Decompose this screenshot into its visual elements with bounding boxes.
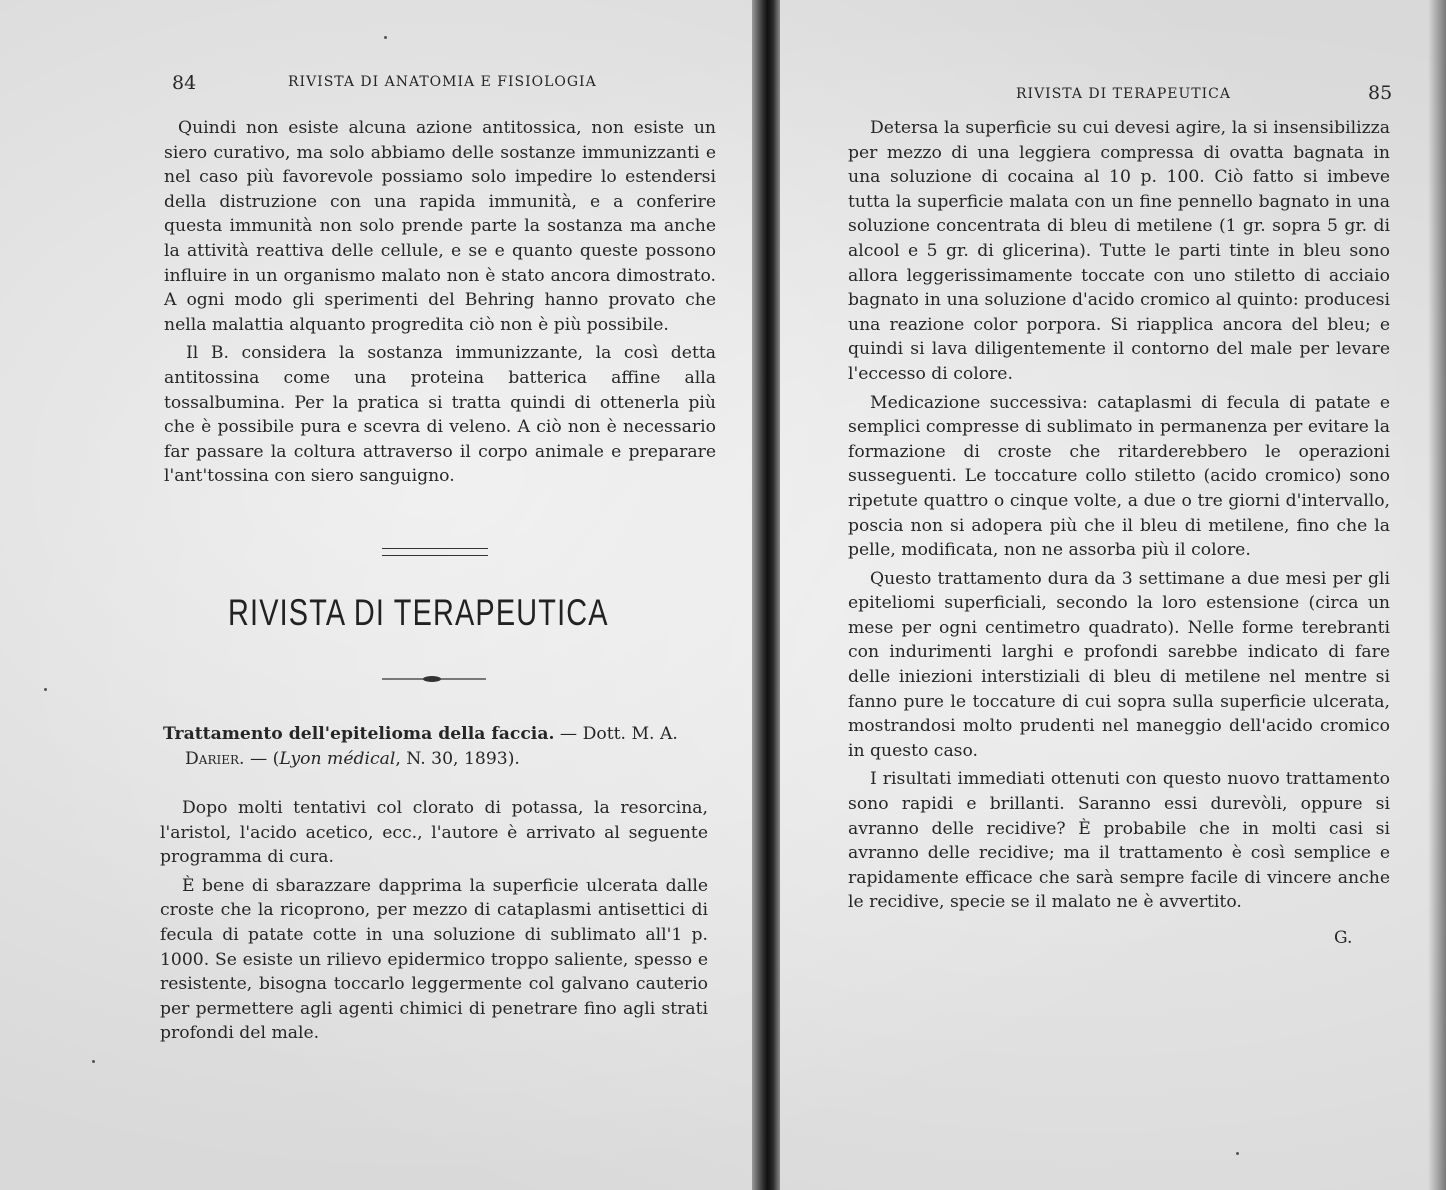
left-paragraph-2: Il B. considera la sostanza immunizzante, la così detta antitossina come una proteina batterica affine alla tossalbumina. Per la pratica si tratta quindi di ottenerla più che è possibile pura e scevra di veleno. A ciò non è necessario far passare la coltura attraverso il corpo animale e preparare l'ant'tossina con siero sanguigno. bbox=[164, 343, 716, 487]
right-paragraph-4: I risultati immediati ottenuti con questo nuovo trattamento sono rapidi e brillanti. Saranno essi durevòli, oppure si avranno delle recidive? È probabile che in molti casi si avranno delle recidive; ma il trattamento è così semplice e rapidamente efficace che sarà sempre facile di vincere anche le recidive, specie se il malato ne è avvertito. bbox=[848, 769, 1390, 913]
left-running-head: RIVISTA DI ANATOMIA E FISIOLOGIA bbox=[288, 74, 597, 90]
book-gutter bbox=[752, 0, 780, 1190]
right-running-head: RIVISTA DI TERAPEUTICA bbox=[1016, 86, 1231, 102]
right-paragraph-3: Questo trattamento dura da 3 settimane a due mesi per gli epiteliomi superficiali, secondo la loro estensione (circa un mese per ogni centimetro quadrato). Nelle forme terebranti con indurimenti larghi e profondi sarebbe indicato di fare delle iniezioni interstiziali di bleu di metilene nel mentre si fanno pure le toccature di cui sopra sulla superficie ulcerata, mostrandosi molto prudenti nel maneggio dell'acido cromico in questo caso. bbox=[848, 568, 1390, 761]
left-top-text bbox=[164, 116, 716, 489]
left-page-number: 84 bbox=[172, 72, 197, 94]
ornament-rule bbox=[382, 675, 486, 683]
right-page bbox=[780, 0, 1428, 1190]
article-title-text: Trattamento dell'epitelioma della faccia. bbox=[163, 724, 555, 744]
paper-speck bbox=[44, 688, 47, 691]
left-paragraph-1: Quindi non esiste alcuna azione antitossica, non esiste un siero curativo, ma solo abbiamo delle sostanze immunizzanti e nel caso più favorevole possiamo solo impedire lo estendersi della distruzione con una rapida immunità, e a conferire questa immunità non solo prende parte la sostanza ma anche la attività reattiva delle cellule, e se e quanto queste possono influire in un organismo malato non è stato ancora dimostrato. A ogni modo gli sperimenti del Behring hanno provato che nella malattia alquanto progredita ciò non è più possibile. bbox=[164, 118, 716, 335]
paper-speck bbox=[384, 36, 387, 39]
paper-speck bbox=[92, 1060, 95, 1063]
signature: G. bbox=[1334, 928, 1353, 948]
article-journal: Lyon médical bbox=[279, 749, 396, 769]
article-author-name: Darier bbox=[185, 749, 240, 769]
article-title-dash: — bbox=[554, 724, 583, 744]
section-divider bbox=[382, 548, 488, 556]
page-edge-shadow bbox=[1428, 0, 1446, 1190]
article-title bbox=[163, 722, 708, 772]
right-page-number: 85 bbox=[1368, 82, 1393, 104]
article-author-prefix: Dott. M. A. bbox=[582, 724, 678, 744]
right-paragraph-2: Medicazione successiva: cataplasmi di fecula di patate e semplici compresse di sublimato in permanenza per evitare la formazione di croste che ritarderebbero le operazioni susseguenti. Le toccature collo stiletto (acido cromico) sono ripetute quattro o cinque volte, a due o tre giorni d'intervallo, poscia non si adopera più che il bleu di metilene, fino che la pelle, modificata, non ne assorba più il colore. bbox=[848, 392, 1390, 561]
right-text bbox=[848, 116, 1390, 915]
right-paragraph-1: Detersa la superficie su cui devesi agire, la si insensibilizza per mezzo di una leggiera compressa di ovatta bagnata in una soluzione di cocaina al 10 p. 100. Ciò fatto si imbeve tutta la superficie malata con un fine pennello bagnato in una soluzione concentrata di bleu di metilene (1 gr. sopra 5 gr. di alcool e 5 gr. di glicerina). Tutte le parti tinte in bleu sono allora leggerissimamente toccate con uno stiletto di acciaio bagnato in una soluzione d'acido cromico al quinto: producesi una reazione color porpora. Si riapplica ancora del bleu; e quindi si lava diligentemente il contorno del male per levare l'eccesso di colore. bbox=[848, 118, 1390, 384]
article-after-author: . — ( bbox=[239, 749, 280, 769]
left-paragraph-4: È bene di sbarazzare dapprima la superficie ulcerata dalle croste che la ricoprono, per mezzo di cataplasmi antisettici di fecula di patate cotte in una soluzione di sublimato all'1 p. 1000. Se esiste un rilievo epidermico troppo saliente, spesso e resistente, bisogna toccarlo leggermente col galvano cauterio per permettere agli agenti chimici di penetrare fino agli strati profondi del male. bbox=[160, 875, 708, 1044]
section-heading: RIVISTA DI TERAPEUTICA bbox=[228, 592, 609, 633]
paper-speck bbox=[1236, 1152, 1239, 1155]
article-citation: , N. 30, 1893). bbox=[395, 749, 520, 769]
left-bottom-text bbox=[160, 796, 708, 1046]
left-paragraph-3: Dopo molti tentativi col clorato di potassa, la resorcina, l'aristol, l'acido acetico, ecc., l'autore è arrivato al seguente programma di cura. bbox=[160, 798, 708, 868]
